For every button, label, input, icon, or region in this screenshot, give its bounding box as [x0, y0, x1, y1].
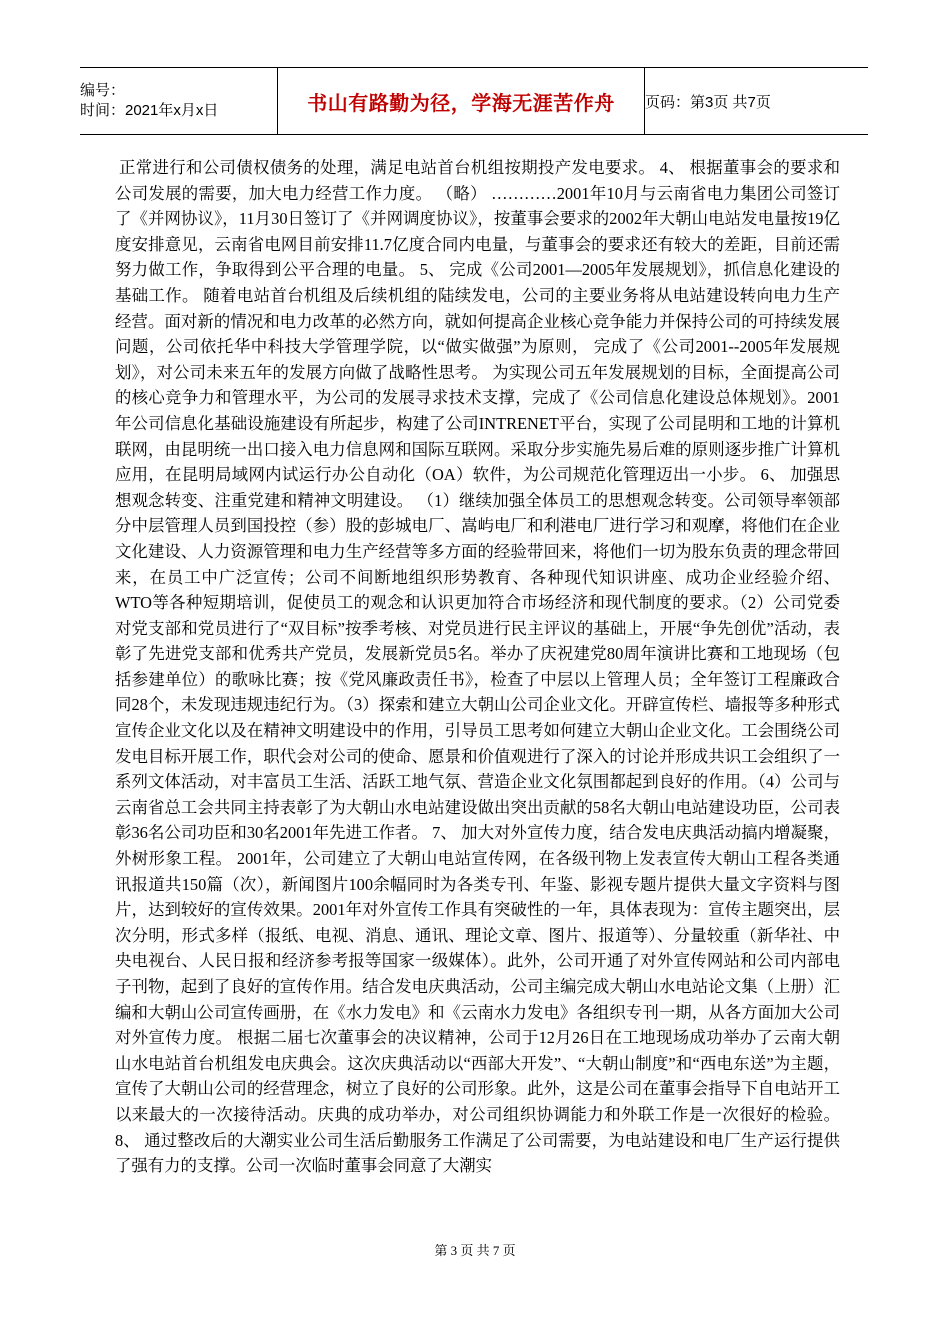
- header-page-number: 页码：第3页 共7页: [645, 68, 869, 135]
- document-time-label: 时间：2021年x月x日: [80, 102, 219, 119]
- page-footer: 第 3 页 共 7 页: [434, 1243, 516, 1258]
- header-motto: 书山有路勤为径，学海无涯苦作舟: [307, 90, 615, 115]
- document-body-text: 正常进行和公司债权债务的处理，满足电站首台机组按期投产发电要求。 4、 根据董事会的要求和公司发展的需要，加大电力经营工作力度。 （略） …………2001年10月与云南省电力集团公司签订了《并网协议》，11月30日签订了《并网调度协议》，按董事会要求的2002年大朝山电站发电量按19亿度安排意见，云南省电网目前安排11.7亿度合同内电量，与董事会的要求还有较大的差距，目前还需努力做工作，争取得到公平合理的电量。 5、 完成《公司2001—2005年发展规划》，抓信息化建设的基础工作。 随着电站首台机组及后续机组的陆续发电，公司的主要业务将从电站建设转向电力生产经营。面对新的情况和电力改革的必然方向，就如何提高企业核心竞争能力并保持公司的可持续发展问题，公司依托华中科技大学管理学院，以“做实做强”为原则， 完成了《公司2001--2005年发展规划》，对公司未来五年的发展方向做了战略性思考。 为实现公司五年发展规划的目标，全面提高公司的核心竞争力和管理水平，为公司的发展寻求技术支撑，完成了《公司信息化建设总体规划》。2001年公司信息化基础设施建设有所起步，构建了公司INTRENET平台，实现了公司昆明和工地的计算机联网，由昆明统一出口接入电力信息网和国际互联网。采取分步实施先易后难的原则逐步推广计算机应用，在昆明局域网内试运行办公自动化（OA）软件，为公司规范化管理迈出一小步。 6、 加强思想观念转变、注重党建和精神文明建设。 （1）继续加强全体员工的思想观念转变。公司领导率领部分中层管理人员到国投控（参）股的彭城电厂、嵩屿电厂和利港电厂进行学习和观摩，将他们在企业文化建设、人力资源管理和电力生产经营等多方面的经验带回来，将他们一切为股东负责的理念带回来，在员工中广泛宣传；公司不间断地组织形势教育、各种现代知识讲座、成功企业经验介绍、WTO等各种短期培训，促使员工的观念和认识更加符合市场经济和现代制度的要求。（2）公司党委对党支部和党员进行了“双目标”按季考核、对党员进行民主评议的基础上，开展“争先创优”活动，表彰了先进党支部和优秀共产党员，发展新党员5名。举办了庆祝建党80周年演讲比赛和工地现场（包括参建单位）的歌咏比赛；按《党风廉政责任书》，检查了中层以上管理人员；全年签订工程廉政合同28个，未发现违规违纪行为。（3）探索和建立大朝山公司企业文化。开辟宣传栏、墙报等多种形式宣传企业文化以及在精神文明建设中的作用，引导员工思考如何建立大朝山企业文化。工会围绕公司发电目标开展工作，职代会对公司的使命、愿景和价值观进行了深入的讨论并形成共识工会组织了一系列文体活动，对丰富员工生活、活跃工地气氛、营造企业文化氛围都起到良好的作用。（4）公司与云南省总工会共同主持表彰了为大朝山水电站建设做出突出贡献的58名大朝山电站建设功臣，公司表彰36名公司功臣和30名2001年先进工作者。 7、 加大对外宣传力度，结合发电庆典活动搞内增凝聚，外树形象工程。 2001年，公司建立了大朝山电站宣传网，在各级刊物上发表宣传大朝山工程各类通讯报道共150篇（次），新闻图片100余幅同时为各类专刊、年鉴、影视专题片提供大量文字资料与图片，达到较好的宣传效果。2001年对外宣传工作具有突破性的一年，具体表现为：宣传主题突出，层次分明，形式多样（报纸、电视、消息、通讯、理论文章、图片、报道等）、分量较重（新华社、中央电视台、人民日报和经济参考报等国家一级媒体）。此外，公司开通了对外宣传网站和公司内部电子刊物，起到了良好的宣传作用。结合发电庆典活动，公司主编完成大朝山水电站论文集（上册）汇编和大朝山公司宣传画册，在《水力发电》和《云南水力发电》各组织专刊一期，从各方面加大公司对外宣传力度。 根据二届七次董事会的决议精神，公司于12月26日在工地现场成功举办了云南大朝山水电站首台机组发电庆典会。这次庆典活动以“西部大开发”、“大朝山制度”和“西电东送”为主题，宣传了大朝山公司的经营理念，树立了良好的公司形象。此外，这是公司在董事会指导下自电站开工以来最大的一次接待活动。庆典的成功举办，对公司组织协调能力和外联工作是一次很好的检验。 8、 通过整改后的大潮实业公司生活后勤服务工作满足了公司需要，为电站建设和电厂生产运行提供了强有力的支撑。公司一次临时董事会同意了大潮实: [115, 158, 841, 1176]
- page-header: [80, 67, 868, 135]
- document-number-label: 编号：: [80, 82, 126, 99]
- header-meta: [80, 68, 278, 135]
- header-motto-cell: [278, 68, 645, 135]
